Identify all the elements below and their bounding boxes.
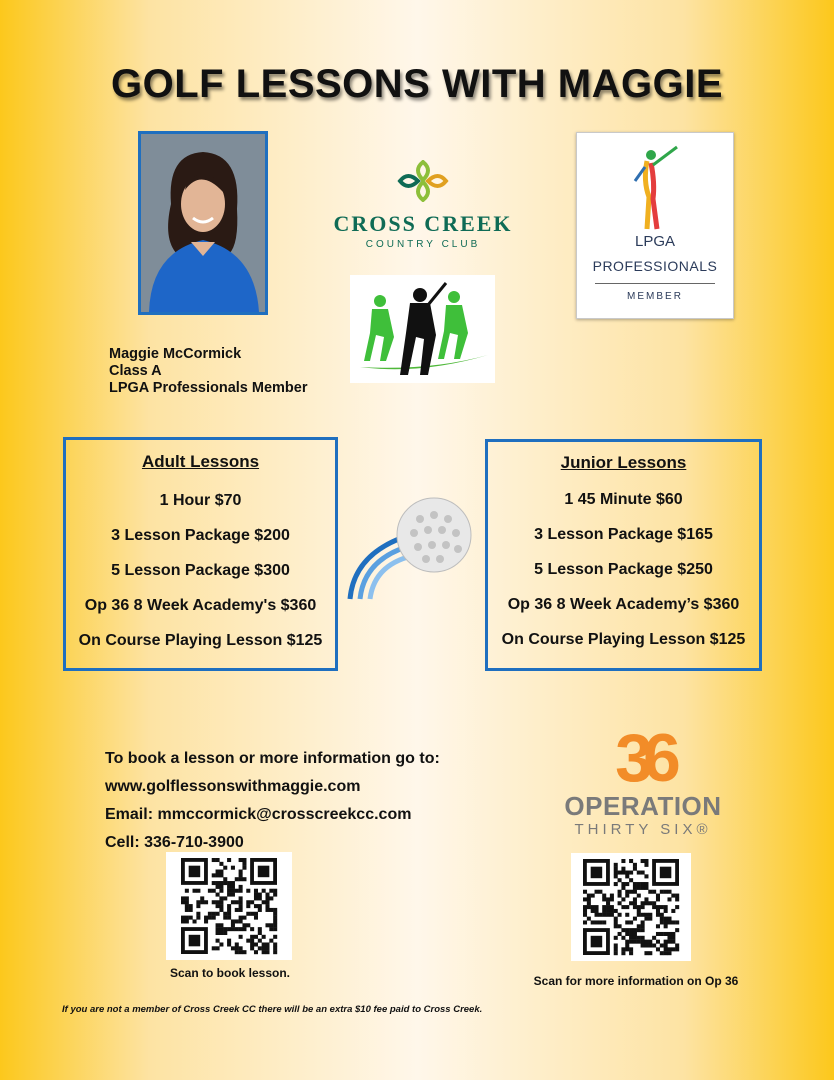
op36-word: OPERATION xyxy=(564,791,722,821)
email-link[interactable]: Email: mmccormick@crosscreekcc.com xyxy=(105,806,412,823)
adult-lesson-item: Op 36 8 Week Academy's $360 xyxy=(84,597,317,614)
lpga-name: LPGA xyxy=(634,233,676,250)
junior-lesson-item: 5 Lesson Package $250 xyxy=(534,561,713,578)
op36-qr-code[interactable] xyxy=(571,853,691,961)
junior-lesson-item: Op 36 8 Week Academy’s $360 xyxy=(507,596,740,613)
adult-lessons-box xyxy=(63,437,338,671)
instructor-class: Class A xyxy=(109,363,162,379)
op36-number: 36 xyxy=(615,720,671,796)
golf-ball-icon xyxy=(344,495,474,605)
booking-qr-caption: Scan to book lesson. xyxy=(169,966,291,980)
junior-lesson-item: On Course Playing Lesson $125 xyxy=(501,631,746,648)
junior-lessons-header: Junior Lessons xyxy=(560,453,687,472)
adult-lesson-item: 5 Lesson Package $300 xyxy=(111,562,290,579)
instructor-name: Maggie McCormick xyxy=(109,346,242,362)
lpga-professionals-logo xyxy=(576,132,734,319)
operation-36-logo xyxy=(548,722,738,852)
club-subtitle: COUNTRY CLUB xyxy=(365,239,481,250)
adult-lesson-item: 1 Hour $70 xyxy=(159,492,242,509)
instructor-bio xyxy=(109,346,308,397)
adult-lessons-header: Adult Lessons xyxy=(141,452,260,471)
contact-info xyxy=(105,745,440,857)
junior-lesson-item: 1 45 Minute $60 xyxy=(564,491,683,508)
lpga-member: MEMBER xyxy=(627,291,683,302)
golfer-swing-icon xyxy=(625,141,685,233)
adult-lesson-item: On Course Playing Lesson $125 xyxy=(78,632,323,649)
footer-note: If you are not a member of Cross Creek CC there will be an extra $10 fee paid to Cross Creek. xyxy=(62,1004,483,1015)
page-title: GOLF LESSONS WITH MAGGIE xyxy=(111,62,723,106)
club-name: CROSS CREEK xyxy=(333,211,513,236)
booking-qr-code[interactable] xyxy=(166,852,292,960)
junior-lessons-box xyxy=(485,439,762,671)
op36-qr-caption: Scan for more information on Op 36 xyxy=(533,974,739,988)
lpga-professionals: PROFESSIONALS xyxy=(592,258,718,274)
golfers-illustration xyxy=(350,275,495,383)
adult-lesson-item: 3 Lesson Package $200 xyxy=(111,527,290,544)
cross-creek-logo xyxy=(320,160,526,260)
instructor-photo xyxy=(138,131,268,315)
cell-phone: Cell: 336-710-3900 xyxy=(105,834,244,851)
contact-intro: To book a lesson or more information go to: xyxy=(105,750,440,767)
instructor-membership: LPGA Professionals Member xyxy=(109,380,308,396)
lpga-divider xyxy=(595,283,715,284)
cross-creek-emblem-icon xyxy=(396,160,450,202)
op36-subtitle: THIRTY SIX® xyxy=(574,821,712,838)
junior-lesson-item: 3 Lesson Package $165 xyxy=(534,526,713,543)
website-link[interactable]: www.golflessonswithmaggie.com xyxy=(105,778,361,795)
